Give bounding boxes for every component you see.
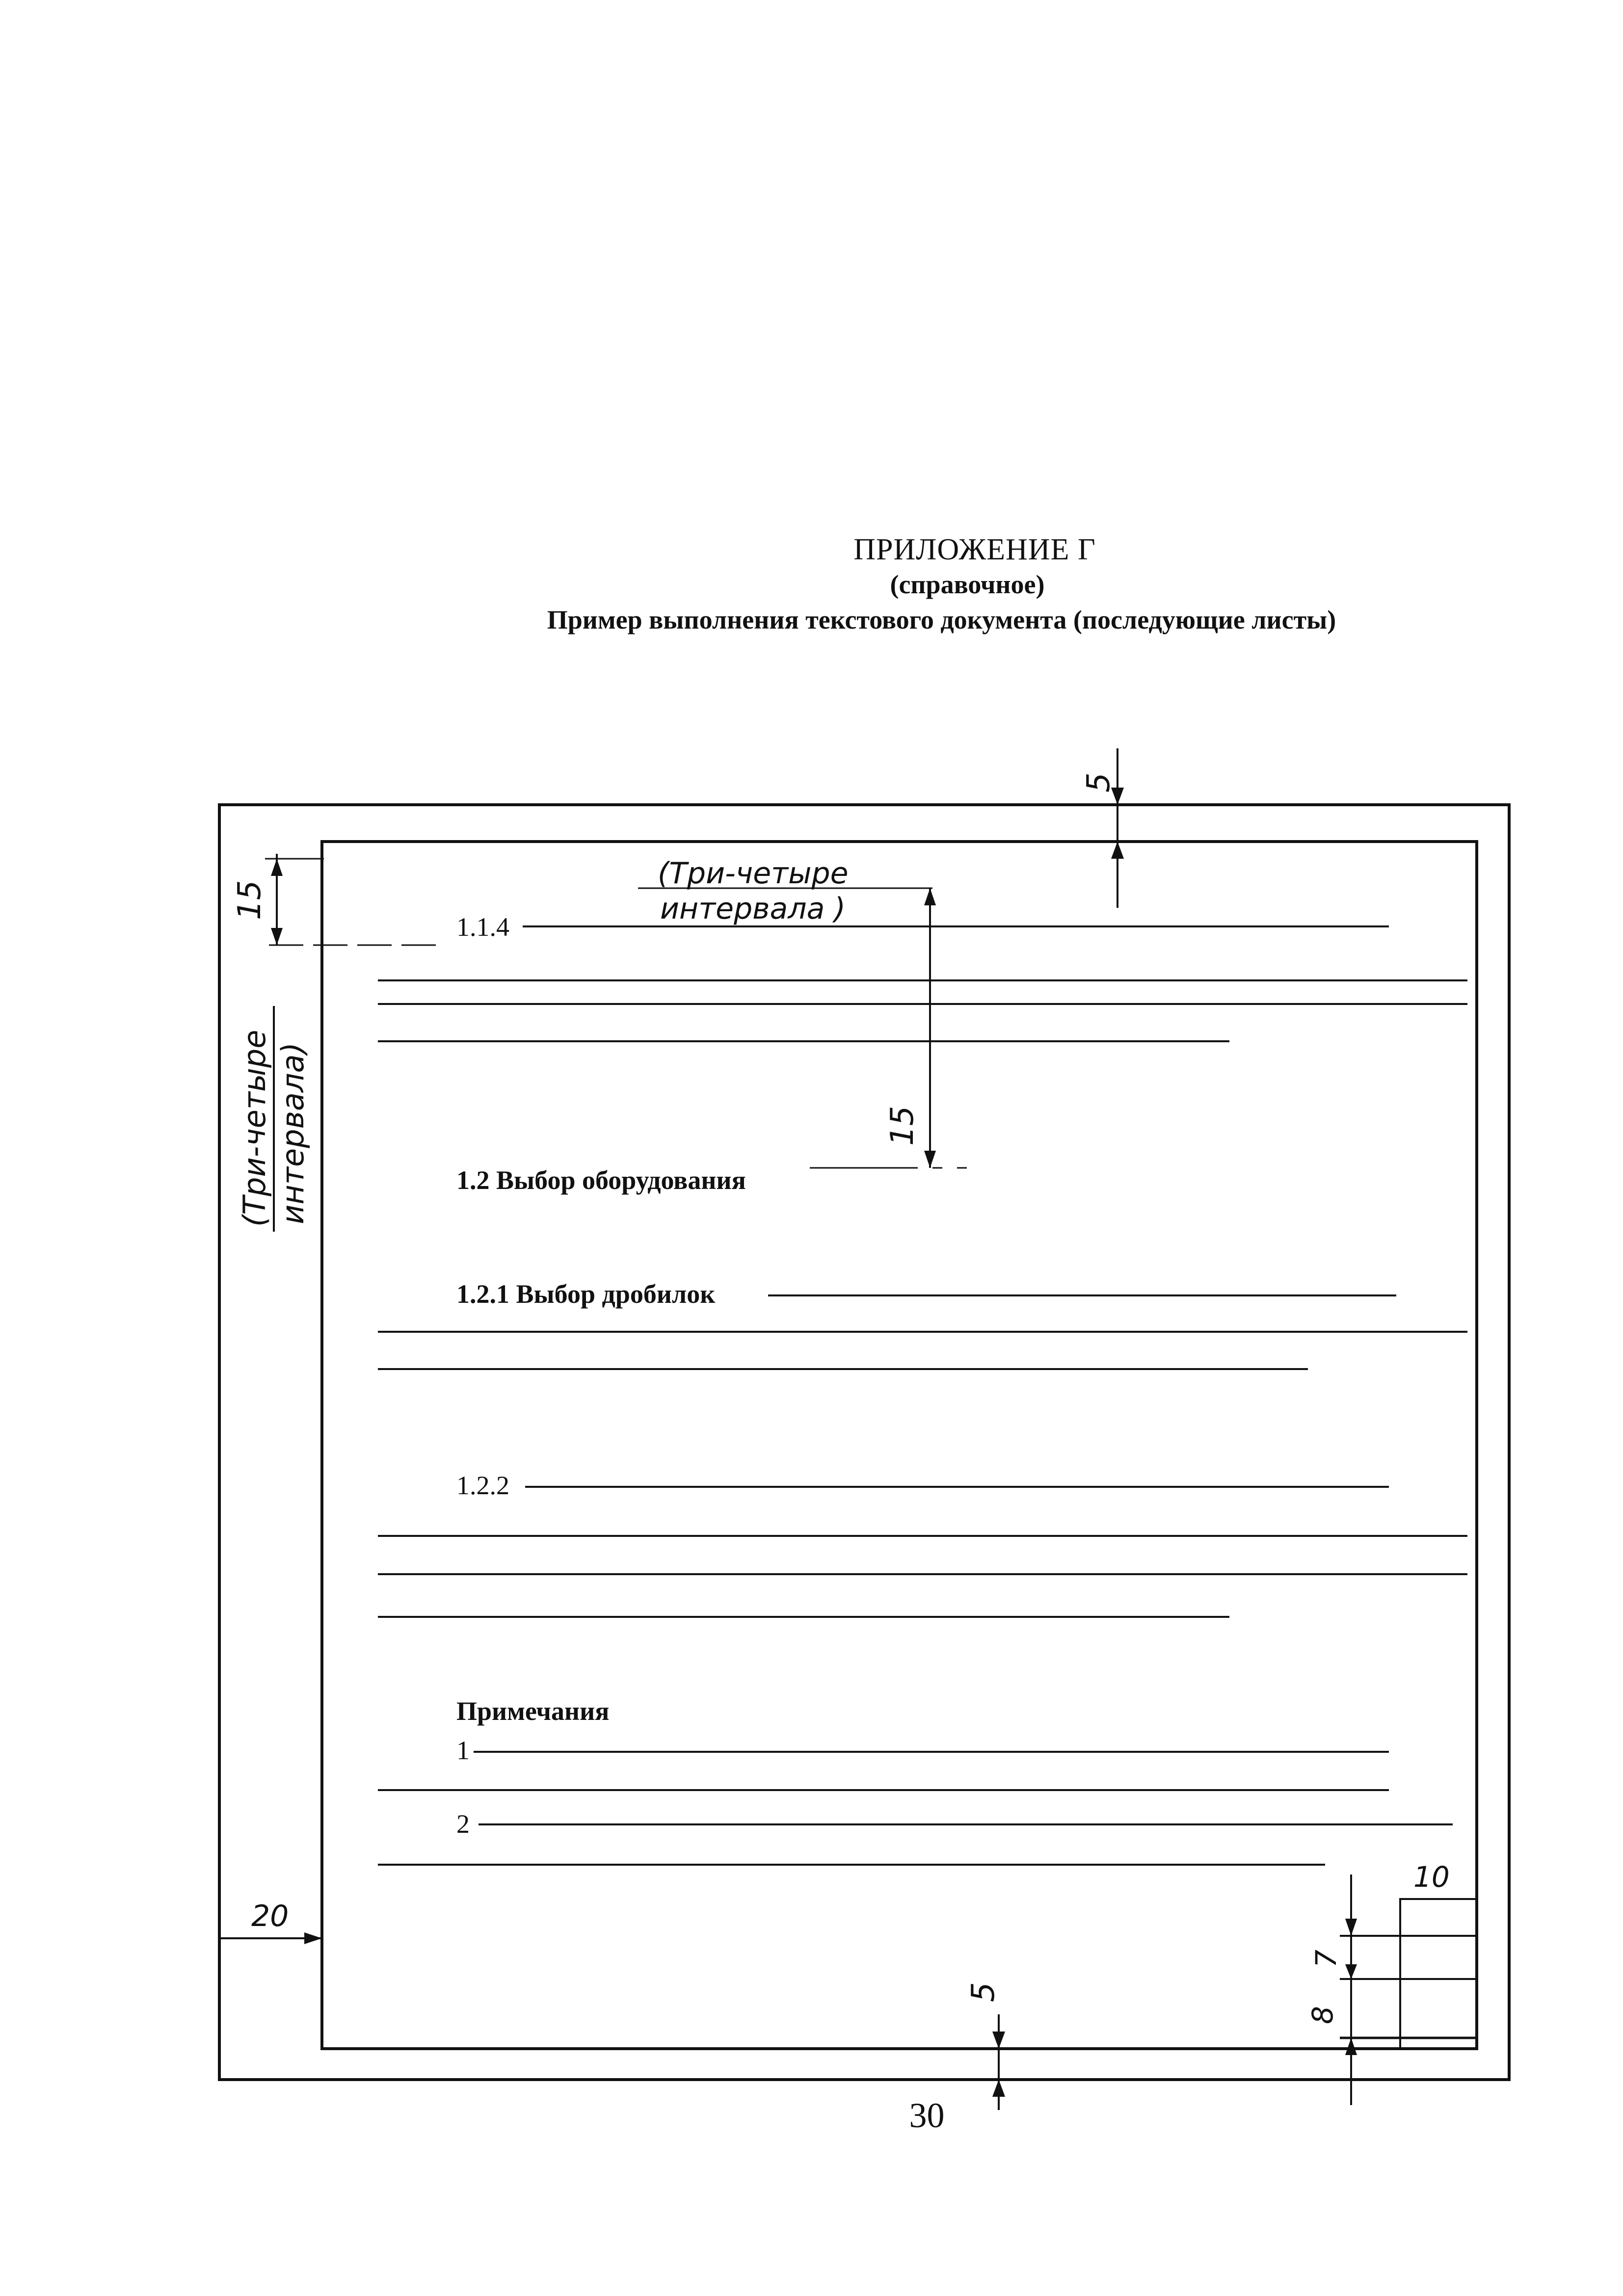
bottom-margin-label: 5 <box>965 1982 1002 2002</box>
header-gap-label: 15 <box>232 880 268 920</box>
intervals-top-line1: (Три-четыре <box>658 856 849 891</box>
appendix-title: ПРИЛОЖЕНИЕ Г <box>853 533 1096 566</box>
heading-1-2-1: 1.2.1 Выбор дробилок <box>456 1279 716 1309</box>
top-margin-label: 5 <box>1081 772 1117 792</box>
intervals-side-line1: (Три-четыре <box>237 1029 272 1227</box>
paragraph-1-1-4: 1.1.4 <box>456 912 509 942</box>
intervals-top-line2: интервала ) <box>660 892 846 926</box>
left-margin-label: 20 <box>251 1899 289 1933</box>
stamp-col-label: 10 <box>1413 1860 1450 1894</box>
page-number: 30 <box>909 2096 945 2135</box>
intervals-side-line2: интервала) <box>275 1042 311 1224</box>
outer-frame <box>219 805 1509 2080</box>
heading-1-2: 1.2 Выбор оборудования <box>456 1165 746 1195</box>
section-gap-label: 15 <box>884 1106 921 1146</box>
note-1: 1 <box>456 1736 470 1765</box>
note-2: 2 <box>456 1809 470 1839</box>
inner-frame <box>322 842 1477 2049</box>
stamp-row-7-label: 7 <box>1309 1950 1343 1968</box>
stamp-row-8-label: 8 <box>1306 2006 1339 2024</box>
appendix-description: Пример выполнения текстового документа (последующие листы) <box>547 605 1336 634</box>
notes-title: Примечания <box>456 1696 610 1726</box>
paragraph-1-2-2: 1.2.2 <box>456 1471 509 1500</box>
appendix-subtitle: (справочное) <box>890 570 1045 599</box>
